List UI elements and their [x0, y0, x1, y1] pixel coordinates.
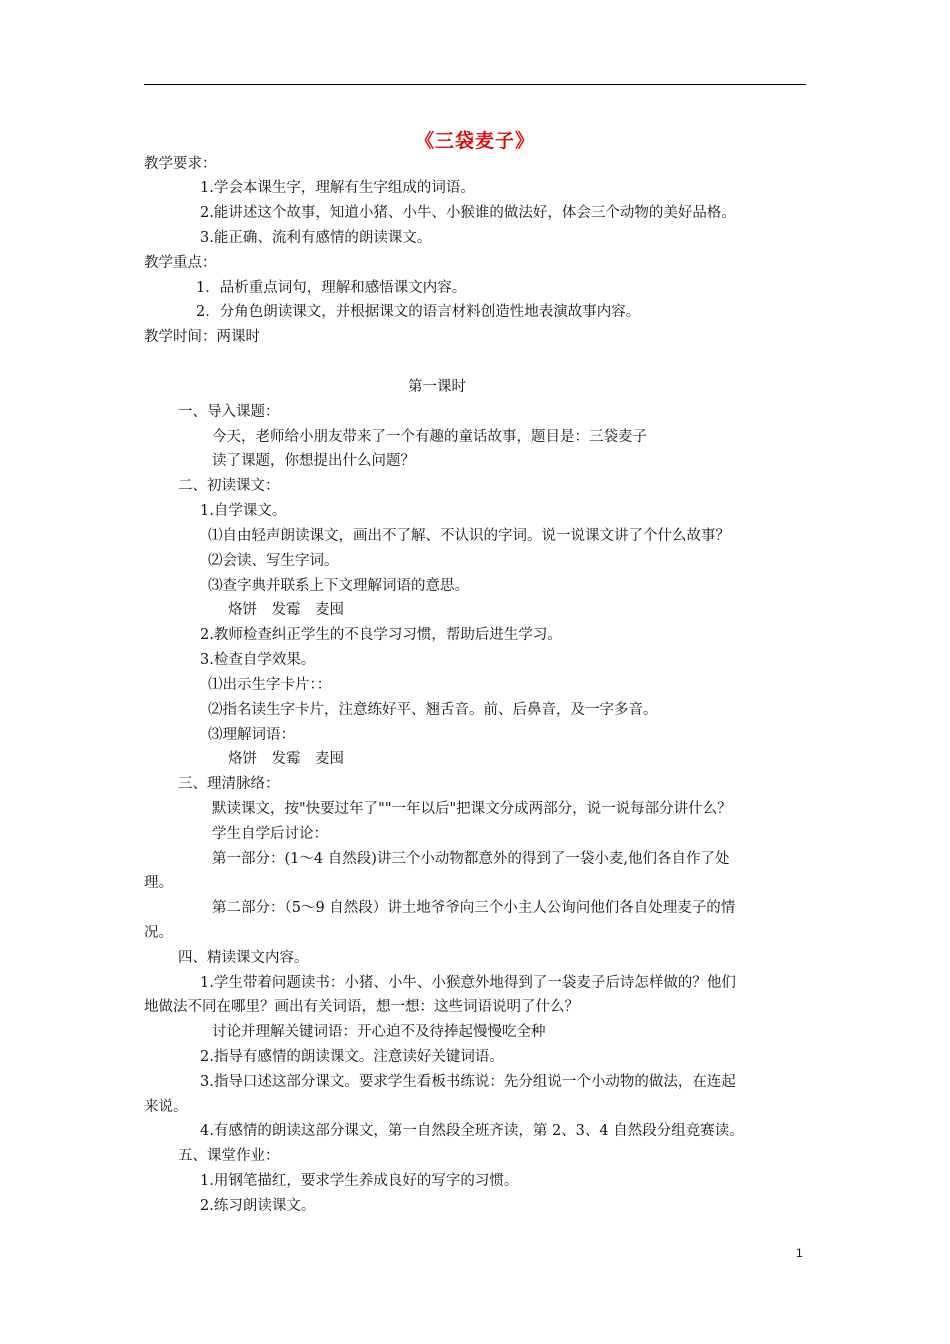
text-line: 况。	[144, 925, 173, 941]
text-line: ⑴出示生字卡片：：	[208, 677, 332, 693]
text-line: 2.指导有感情的朗读课文。注意读好关键词语。	[200, 1049, 504, 1065]
text-line: 地做法不同在哪里？画出有关词语，想一想：这些词语说明了什么？	[144, 999, 579, 1015]
text-line: ⑶理解词语：	[208, 727, 295, 743]
text-line: 三、理清脉络：	[178, 776, 280, 792]
text-line: 教学要求：	[144, 156, 217, 172]
text-line: 4.有感情的朗读这部分课文，第一自然段全班齐读，第 2、3、4 自然段分组竞赛读。	[200, 1123, 744, 1139]
page-number: 1	[796, 1246, 803, 1260]
text-line: 烙饼 发霉 麦囤	[228, 751, 344, 767]
text-line: 1．品析重点词句，理解和感悟课文内容。	[196, 280, 467, 296]
text-line: 2.练习朗读课文。	[200, 1198, 316, 1214]
text-line: 四、精读课文内容。	[178, 950, 309, 966]
text-line: ⑶查字典并联系上下文理解词语的意思。	[208, 578, 469, 594]
text-line: 第一部分：(1～4 自然段)讲三个小动物都意外的得到了一袋小麦,他们各自作了处	[212, 851, 730, 867]
text-line: 第二部分：（5～9 自然段）讲土地爷爷向三个小主人公询问他们各自处理麦子的情	[212, 900, 736, 916]
header-rule	[144, 84, 806, 85]
text-line: 1.学会本课生字，理解有生字组成的词语。	[200, 180, 475, 196]
text-line: 来说。	[144, 1099, 188, 1115]
text-line: ⑵会读、写生字词。	[208, 553, 339, 569]
text-line: 默读课文，按"快要过年了""一年以后"把课文分成两部分，说一说每部分讲什么？	[212, 801, 732, 817]
text-line: 讨论并理解关键词语：开心迫不及待捧起慢慢吃全种	[212, 1024, 546, 1040]
document-title: 《三袋麦子》	[414, 130, 535, 152]
text-line: 理。	[144, 875, 173, 891]
text-line: 1.自学课文。	[200, 503, 287, 519]
text-line: 教学时间：两课时	[144, 329, 260, 345]
text-line: 3.能正确、流利有感情的朗读课文。	[200, 230, 432, 246]
text-line: 二、初读课文：	[178, 478, 280, 494]
text-line: 1.用钢笔描红，要求学生养成良好的写字的习惯。	[200, 1173, 519, 1189]
text-line: 第一课时	[408, 379, 466, 395]
text-line: 烙饼 发霉 麦囤	[228, 602, 344, 618]
text-line: 读了课题，你想提出什么问题？	[212, 453, 415, 469]
text-line: 2．分角色朗读课文，并根据课文的语言材料创造性地表演故事内容。	[196, 304, 641, 320]
text-line: 今天，老师给小朋友带来了一个有趣的童话故事，题目是：三袋麦子	[212, 429, 647, 445]
text-line: 3.指导口述这部分课文。要求学生看板书练说：先分组说一个小动物的做法，在连起	[200, 1074, 736, 1090]
text-line: 一、导入课题：	[178, 404, 280, 420]
text-line: 五、课堂作业：	[178, 1148, 280, 1164]
text-line: 2.能讲述这个故事，知道小猪、小牛、小猴谁的做法好，体会三个动物的美好品格。	[200, 205, 736, 221]
text-line: 3.检查自学效果。	[200, 652, 316, 668]
text-line: 学生自学后讨论：	[212, 826, 328, 842]
text-line: 教学重点：	[144, 255, 217, 271]
text-line: ⑵指名读生字卡片，注意练好平、翘舌音。前、后鼻音，及一字多音。	[208, 702, 658, 718]
text-line: ⑴自由轻声朗读课文，画出不了解、不认识的字词。说一说课文讲了个什么故事？	[208, 528, 730, 544]
text-line: 2.教师检查纠正学生的不良学习习惯，帮助后进生学习。	[200, 627, 562, 643]
text-line: 1.学生带着问题读书：小猪、小牛、小猴意外地得到了一袋麦子后诗怎样做的？他们	[200, 975, 736, 991]
